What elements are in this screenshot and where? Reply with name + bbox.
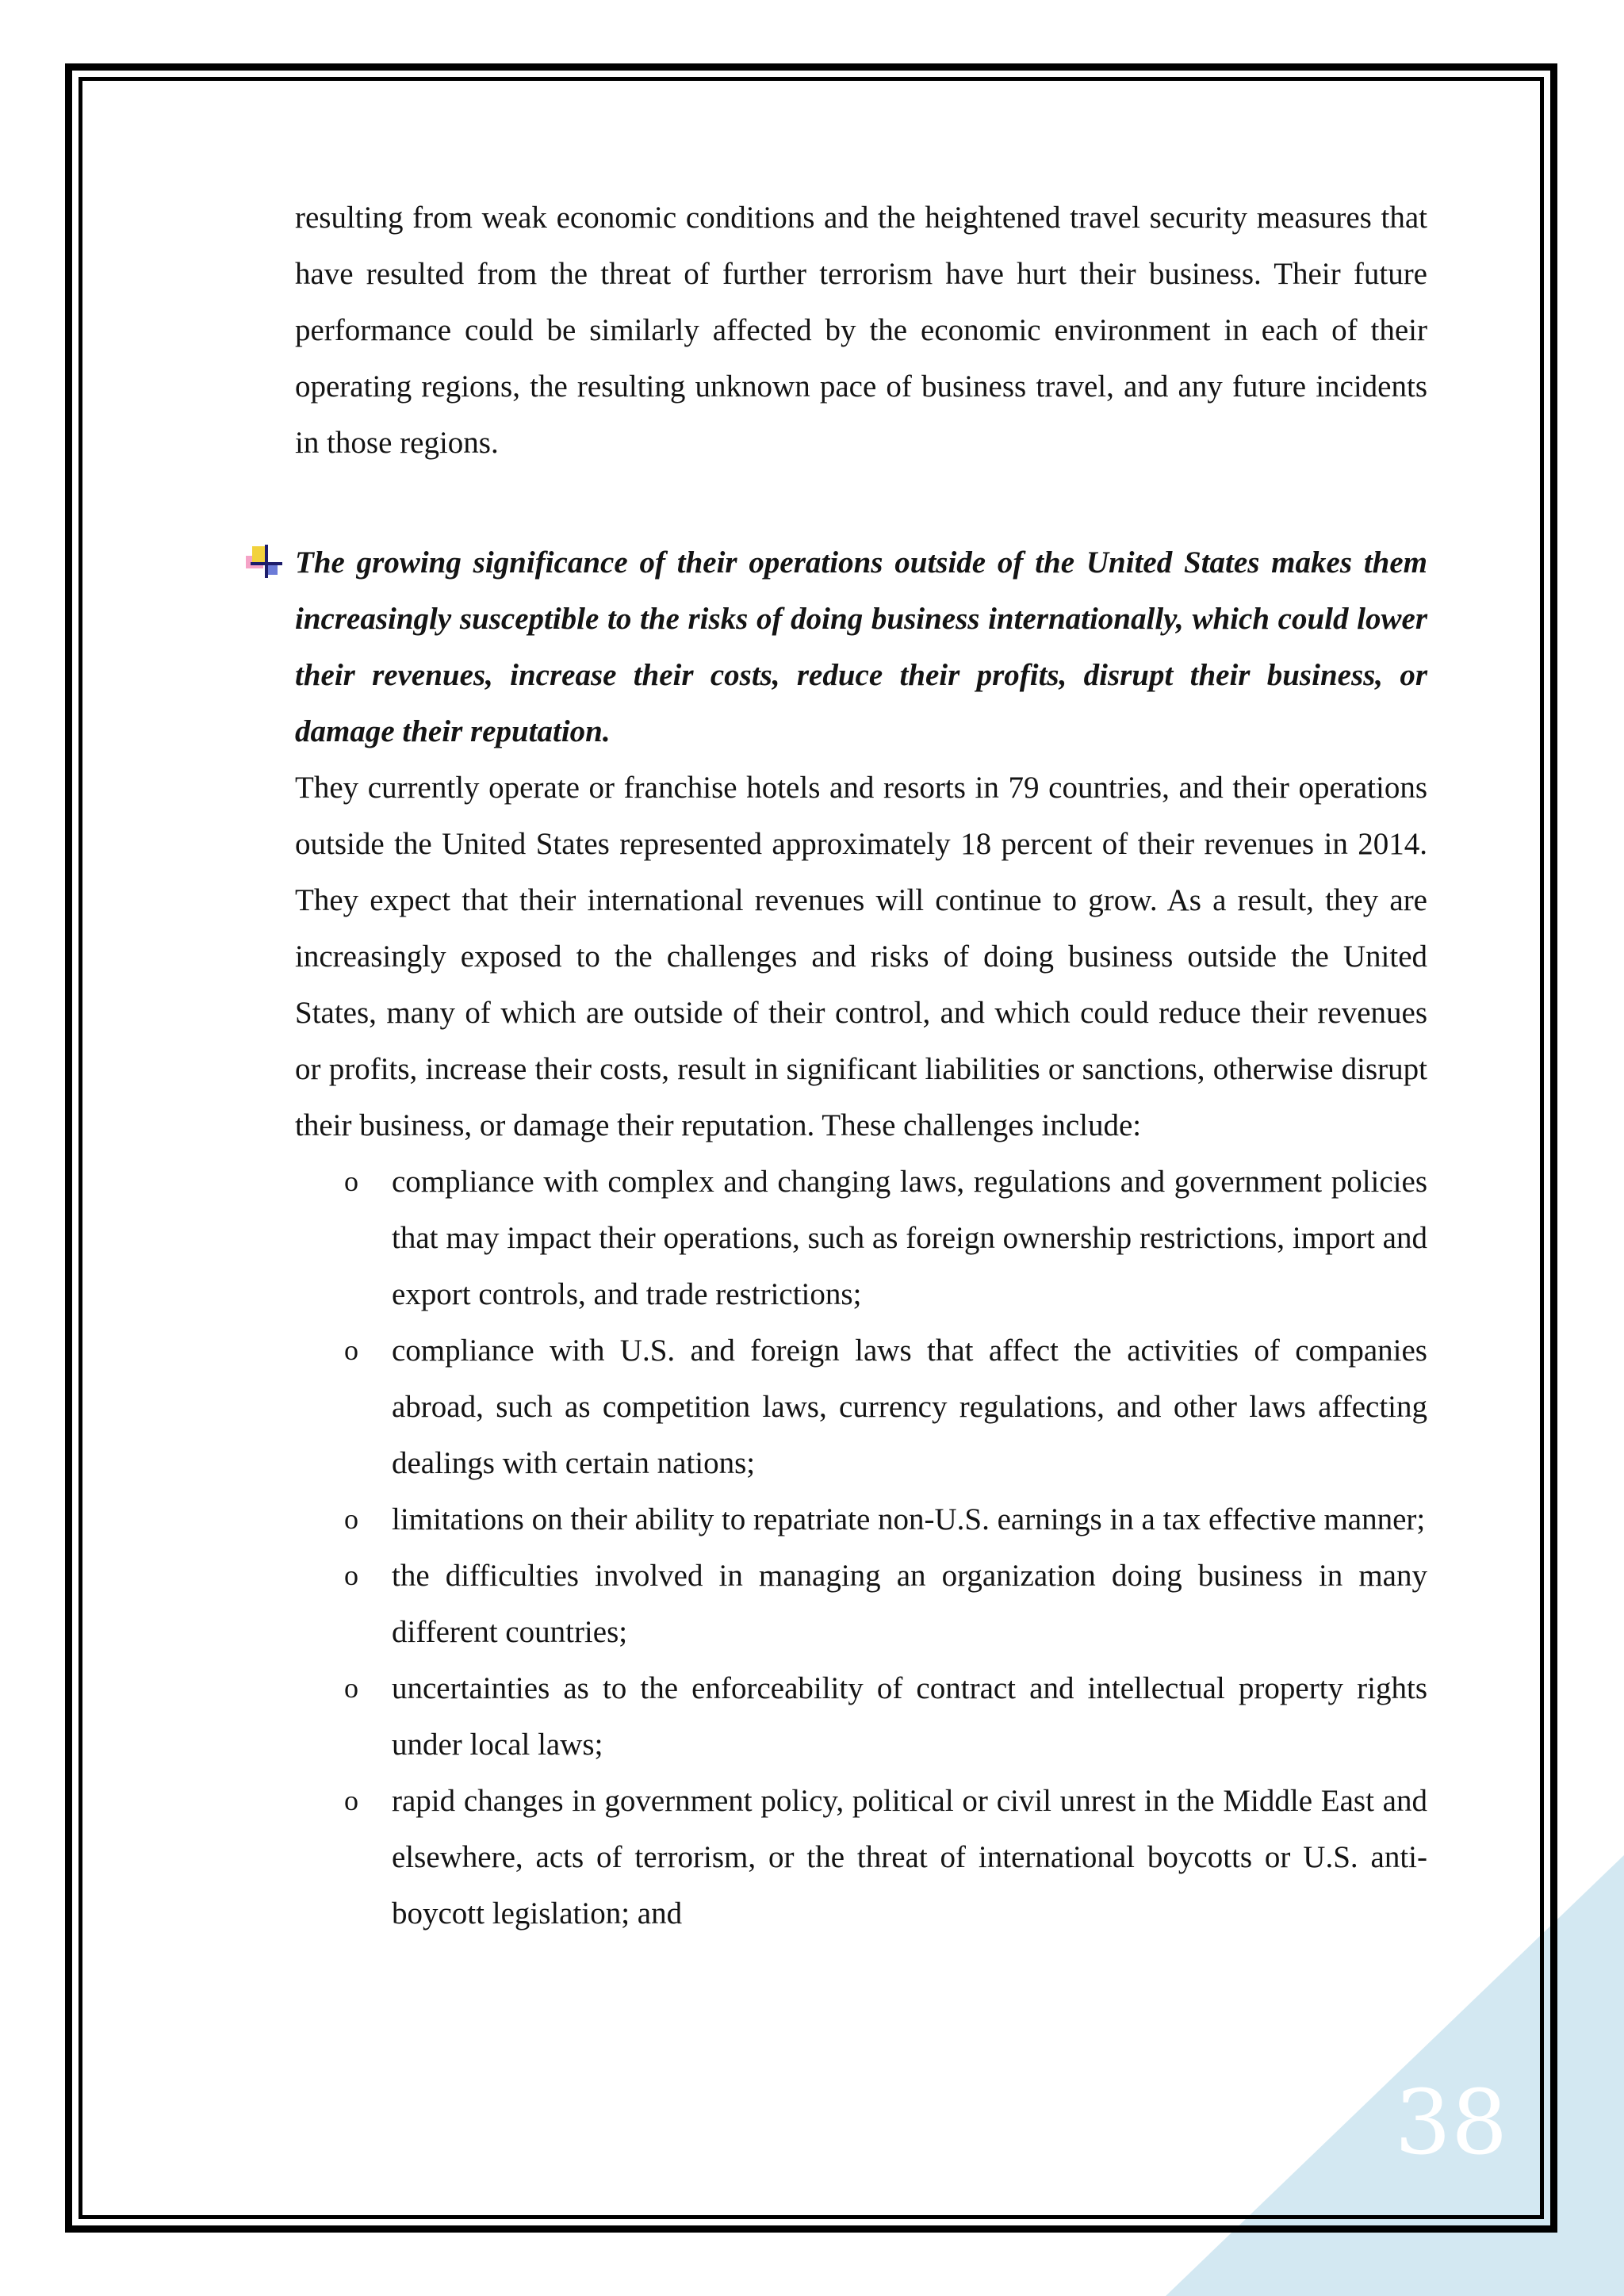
list-item [344,1322,1427,1491]
challenges-list [295,1154,1427,1942]
list-marker: o [344,1334,358,1366]
list-item-text: compliance with complex and changing laws, regulations and government policies that may impact their operations, such as foreign ownership restrictions, import and export controls, and trade restrictions; [392,1165,1427,1311]
section-spacer [295,471,1427,534]
colored-cross-bullet-icon [246,545,285,581]
list-marker: o [344,1559,358,1591]
list-marker: o [344,1672,358,1704]
page-number: 38 [1394,2072,1508,2175]
list-marker: o [344,1165,358,1197]
risk-heading: The growing significance of their operations outside of the United States makes them increasingly susceptible to the risks of doing business internationally, which could lower their revenues, increase their costs, reduce their profits, disrupt their business, or damage their reputation. [295,545,1427,748]
continuation-paragraph: resulting from weak economic conditions and the heightened travel security measures that have resulted from the threat of further terrorism have hurt their business. Their future performance could be similarly affected by the economic environment in each of their operating regions, the resulting unknown pace of business travel, and any future incidents in those regions. [295,201,1427,460]
list-item [344,1773,1427,1942]
list-marker: o [344,1785,358,1816]
list-item-text: uncertainties as to the enforceability of contract and intellectual property rights under local laws; [392,1671,1427,1762]
list-item [344,1548,1427,1660]
risk-item [295,534,1427,1942]
list-item [344,1154,1427,1322]
list-item [344,1660,1427,1773]
list-item [344,1491,1427,1548]
list-item-text: compliance with U.S. and foreign laws that affect the activities of companies abroad, such as competition laws, currency regulations, and other laws affecting dealings with certain nations; [392,1334,1427,1480]
page-content [295,189,1427,1942]
list-item-text: rapid changes in government policy, political or civil unrest in the Middle East and elsewhere, acts of terrorism, or the threat of international boycotts or U.S. anti-boycott legislation; and [392,1784,1427,1931]
list-marker: o [344,1503,358,1535]
risk-body: They currently operate or franchise hotels and resorts in 79 countries, and their operations outside the United States represented approximately 18 percent of their revenues in 2014. They expect that their international revenues will continue to grow. As a result, they are increasingly exposed to the challenges and risks of doing business outside the United States, many of which are outside of their control, and which could reduce their revenues or profits, increase their costs, result in significant liabilities or sanctions, otherwise disrupt their business, or damage their reputation. These challenges include: [295,771,1427,1142]
list-item-text: the difficulties involved in managing an organization doing business in many different countries; [392,1559,1427,1649]
list-item-text: limitations on their ability to repatriate non-U.S. earnings in a tax effective manner; [392,1502,1426,1536]
